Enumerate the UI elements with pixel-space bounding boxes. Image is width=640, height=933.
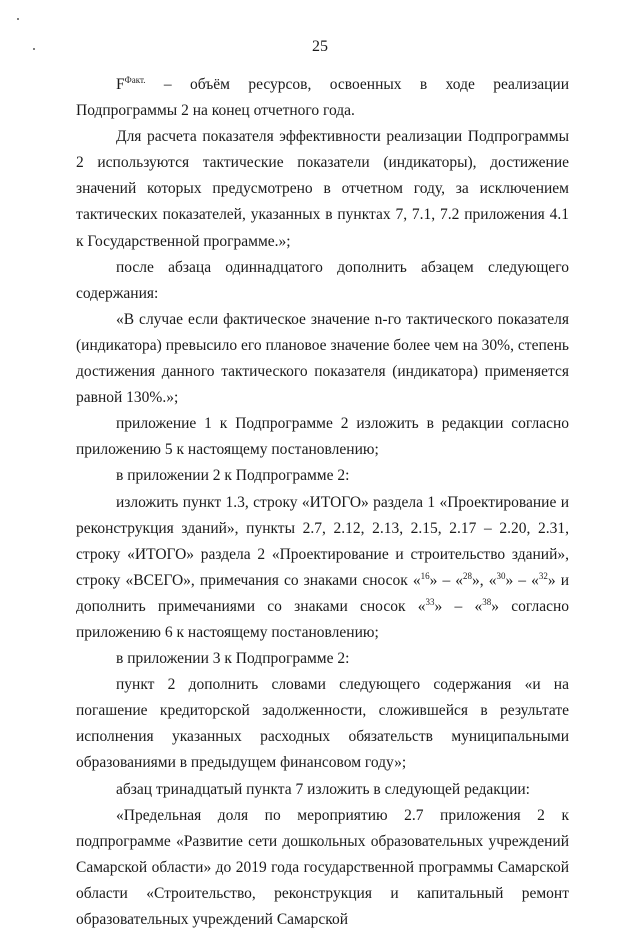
paragraph-f-fact xyxy=(76,72,569,124)
paragraph-text: » согласно приложению 6 к настоящему постановлению; xyxy=(76,597,569,641)
footnote-mark: 32 xyxy=(538,570,548,581)
paragraph-appendix-2-heading: в приложении 2 к Подпрограмме 2: xyxy=(116,467,350,485)
document-body xyxy=(76,72,569,933)
formula-superscript: Факт. xyxy=(124,75,146,85)
paragraph-efficiency: Для расчета показателя эффективности реализации Подпрограммы 2 используются тактические показатели (индикаторы), достижение значений которых предусмотрено в отчетном году, за исключением тактических показателей, указанных в пунктах 7, 7.1, 7.2 приложения 4.1 к Государственной программе.»; xyxy=(76,128,569,250)
paragraph-after-eleventh: после абзаца одиннадцатого дополнить абзацем следующего содержания: xyxy=(76,258,569,302)
scan-speck xyxy=(17,18,19,20)
paragraph-appendix-3-heading: в приложении 3 к Подпрограмме 2: xyxy=(116,650,350,668)
footnote-mark: 16 xyxy=(420,570,430,581)
paragraph-130-percent: «В случае если фактическое значение n-го тактического показателя (индикатора) превысило его плановое значение более чем на 30%, степень достижения данного тактического показателя (индикатора) применяется равной 130%.»; xyxy=(76,310,569,407)
footnote-mark: 30 xyxy=(496,570,506,581)
page-number: 25 xyxy=(312,38,328,55)
paragraph-appendix-1: приложение 1 к Подпрограмме 2 изложить в редакции согласно приложению 5 к настоящему постановлению; xyxy=(76,415,569,459)
paragraph-point-2: пункт 2 дополнить словами следующего содержания «и на погашение кредиторской задолженности, сложившейся в результате исполнения указанных расходных обязательств муниципальными образованиями в предыдущем финансовом году»; xyxy=(76,676,569,772)
paragraph-limit-share: «Предельная доля по мероприятию 2.7 приложения 2 к подпрограмме «Развитие сети дошкольных образовательных учреждений Самарской области» до 2019 года государственной программы Самарской области «Строительство, реконструкция и капитальный ремонт образовательных учреждений Самарской xyxy=(76,806,569,928)
paragraph-text: изложить пункт 1.3, строку «ИТОГО» раздела 1 «Проектирование и реконструкция зданий», пункты 2.7, 2.12, 2.13, 2.15, 2.17 – 2.20, 2.31, строку «ИТОГО» раздела 2 «Проектирование и строительство зданий», строку «ВСЕГО», примечания со знаками сносок « xyxy=(76,493,569,589)
paragraph-text: » – « xyxy=(505,571,539,589)
paragraph-text: – объём ресурсов, освоенных в ходе реализации Подпрограммы 2 на конец отчетного года. xyxy=(76,76,569,120)
paragraph-text: » – « xyxy=(429,571,464,589)
paragraph-appendix-2-changes xyxy=(76,490,569,647)
footnote-mark: 28 xyxy=(463,570,473,581)
paragraph-text: » и дополнить примечаниями со знаками сносок « xyxy=(76,571,570,615)
paragraph-text: », « xyxy=(472,571,497,589)
footnote-mark: 38 xyxy=(482,596,492,607)
paragraph-text: » – « xyxy=(434,597,483,615)
paragraph-thirteenth: абзац тринадцатый пункта 7 изложить в следующей редакции: xyxy=(116,780,530,798)
footnote-mark: 33 xyxy=(425,596,435,607)
formula-symbol: F xyxy=(116,76,125,93)
